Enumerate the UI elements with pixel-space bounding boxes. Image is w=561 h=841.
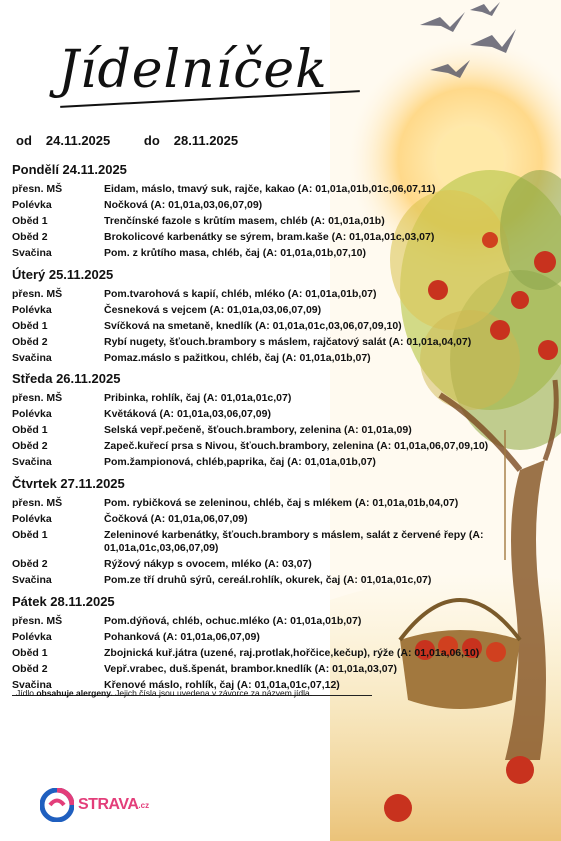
meal-dish: Eidam, máslo, tmavý suk, rajče, kakao (A: 01,01a,01b,01c,06,07,11) [104, 183, 436, 195]
day-section [12, 162, 552, 261]
meal-dish: Pom.žampionová, chléb,paprika, čaj (A: 01,01a,01b,07) [104, 456, 376, 468]
menu-row [12, 513, 552, 527]
meal-label: Svačina [12, 574, 52, 586]
menu-row [12, 352, 552, 366]
meal-dish: Pom.ze tří druhů sýrů, cereál.rohlík, okurek, čaj (A: 01,01a,01c,07) [104, 574, 432, 586]
meal-dish: Brokolicové karbenátky se sýrem, bram.kaše (A: 01,01a,01c,03,07) [104, 231, 435, 243]
logo-name: STRAVA [78, 796, 139, 813]
day-title: Úterý 25.11.2025 [12, 266, 114, 282]
meal-label: Oběd 2 [12, 558, 48, 570]
menu-row [12, 456, 552, 470]
day-title: Pondělí 24.11.2025 [12, 162, 127, 177]
weekly-menu [12, 162, 552, 702]
allergen-note [16, 688, 312, 698]
menu-row [12, 183, 552, 197]
meal-dish: Zeleninové karbenátky, šťouch.brambory s máslem, salát z červené řepy (A: 01,01a,01c,03,06,07,09) [104, 528, 484, 554]
meal-dish: Selská vepř.pečeně, šťouch.brambory, zelenina (A: 01,01a,09) [104, 424, 412, 436]
menu-row [12, 574, 552, 588]
from-date: 24.11.2025 [45, 133, 111, 148]
meal-dish: Pom.dýňová, chléb, ochuc.mléko (A: 01,01a,01b,07) [104, 614, 362, 627]
meal-label: Svačina [12, 351, 52, 364]
meal-dish: Čočková (A: 01,01a,06,07,09) [104, 512, 248, 525]
day-section [12, 267, 552, 366]
day-section [12, 476, 552, 588]
meal-dish: Křenové máslo, rohlík, čaj (A: 01,01a,01c,07,12) [104, 678, 340, 691]
meal-label: Oběd 2 [12, 662, 48, 675]
menu-row [12, 304, 552, 318]
meal-dish: Trenčínské fazole s krůtím masem, chléb (A: 01,01a,01b) [104, 215, 385, 227]
menu-row [12, 288, 552, 302]
meal-dish: Nočková (A: 01,01a,03,06,07,09) [104, 199, 263, 211]
meal-dish: Rýžový nákyp s ovocem, mléko (A: 03,07) [104, 558, 312, 570]
meal-label: Oběd 1 [12, 424, 48, 436]
meal-label: Svačina [12, 456, 52, 468]
date-range [16, 133, 252, 148]
meal-label: přesn. MŠ [12, 287, 63, 300]
meal-dish: Pom. z krůtího masa, chléb, čaj (A: 01,01a,01b,07,10) [104, 247, 367, 259]
logo-tld: .cz [138, 800, 150, 810]
meal-dish: Pom. rybičková se zeleninou, chléb, čaj s mlékem (A: 01,01a,01b,04,07) [104, 496, 459, 509]
meal-label: přesn. MŠ [12, 496, 63, 509]
meal-label: Svačina [12, 247, 52, 259]
menu-row [12, 663, 552, 677]
meal-label: Polévka [12, 512, 52, 525]
meal-label: Oběd 2 [12, 440, 48, 452]
menu-row [12, 424, 552, 438]
menu-row [12, 440, 552, 454]
meal-dish: Květáková (A: 01,01a,03,06,07,09) [104, 408, 271, 420]
note-suffix: Jejich čísla jsou uvedena v závorce za názvem jídla. [115, 688, 313, 698]
day-title: Pátek 28.11.2025 [12, 593, 115, 609]
meal-dish: Česneková s vejcem (A: 01,01a,03,06,07,09) [104, 303, 322, 316]
meal-label: Polévka [12, 408, 52, 420]
meal-label: přesn. MŠ [12, 183, 63, 195]
meal-label: Oběd 1 [12, 646, 48, 659]
meal-dish: Vepř.vrabec, duš.špenát, brambor.knedlík (A: 01,01a,03,07) [104, 662, 397, 675]
meal-label: Polévka [12, 630, 52, 643]
menu-row [12, 199, 552, 213]
meal-dish: Pom.tvarohová s kapií, chléb, mléko (A: 01,01a,01b,07) [104, 287, 377, 300]
menu-row [12, 647, 552, 661]
note-bold: obsahuje alergeny. [36, 688, 113, 698]
meal-dish: Zbojnická kuř.játra (uzené, raj.protlak,hořčice,kečup), rýže (A: 01,01a,06,10) [104, 646, 480, 659]
menu-row [12, 558, 552, 572]
day-section [12, 371, 552, 470]
meal-label: Svačina [12, 678, 52, 691]
menu-row [12, 408, 552, 422]
meal-label: Oběd 1 [12, 215, 48, 227]
menu-row [12, 615, 552, 629]
to-date: 28.11.2025 [173, 133, 239, 148]
meal-dish: Pohanková (A: 01,01a,06,07,09) [104, 630, 260, 643]
meal-label: Oběd 1 [12, 319, 48, 332]
page-title: Jídelníček [58, 40, 328, 100]
meal-dish: Pribinka, rohlík, čaj (A: 01,01a,01c,07) [104, 392, 292, 404]
meal-label: Polévka [12, 199, 52, 211]
note-prefix: Jídlo [16, 688, 34, 698]
strava-logo [40, 788, 149, 822]
menu-row [12, 215, 552, 229]
menu-row [12, 336, 552, 350]
menu-row [12, 497, 552, 511]
meal-label: přesn. MŠ [12, 614, 63, 627]
menu-row [12, 320, 552, 334]
day-section [12, 594, 552, 696]
menu-row [12, 392, 552, 406]
meal-dish: Zapeč.kuřecí prsa s Nivou, šťouch.brambory, zelenina (A: 01,01a,06,07,09,10) [104, 440, 489, 452]
meal-label: Oběd 2 [12, 335, 48, 348]
meal-label: Oběd 2 [12, 231, 48, 243]
menu-row [12, 247, 552, 261]
meal-dish: Pomaz.máslo s pažitkou, chléb, čaj (A: 01,01a,01b,07) [104, 351, 371, 364]
meal-dish: Rybí nugety, šťouch.brambory s máslem, rajčatový salát (A: 01,01a,04,07) [104, 335, 472, 348]
day-title: Středa 26.11.2025 [12, 371, 121, 386]
strava-logo-icon [40, 788, 74, 822]
day-title: Čtvrtek 27.11.2025 [12, 475, 125, 491]
meal-label: přesn. MŠ [12, 392, 63, 404]
meal-label: Oběd 1 [12, 528, 48, 541]
from-label: od [16, 133, 32, 148]
to-label: do [143, 133, 160, 148]
menu-row [12, 231, 552, 245]
menu-row [12, 631, 552, 645]
menu-row [12, 529, 552, 556]
meal-dish: Svíčková na smetaně, knedlík (A: 01,01a,01c,03,06,07,09,10) [104, 319, 402, 332]
meal-label: Polévka [12, 303, 52, 316]
